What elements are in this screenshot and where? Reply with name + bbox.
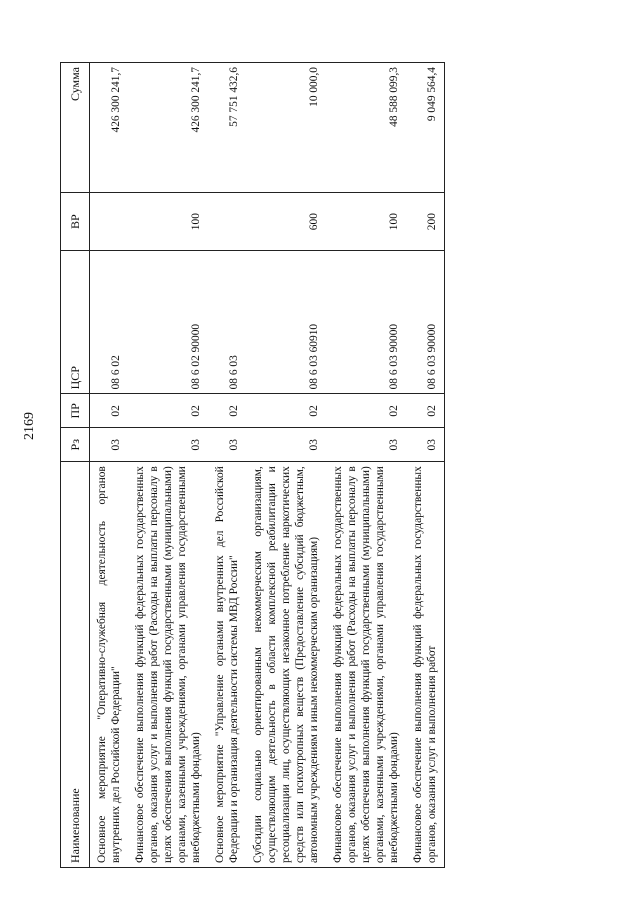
- row-pr: 02: [90, 394, 129, 428]
- row-rz: 03: [128, 428, 208, 462]
- row-vr: [208, 193, 246, 251]
- budget-table: [60, 62, 445, 868]
- table-row: [326, 63, 406, 868]
- row-vr: [90, 193, 129, 251]
- row-sum: 48 588 099,3: [326, 63, 406, 193]
- row-rz: 03: [246, 428, 326, 462]
- row-csr: 08 6 03 90000: [406, 251, 445, 394]
- budget-table-sheet: [60, 62, 580, 868]
- row-pr: 02: [326, 394, 406, 428]
- row-sum: 9 049 564,4: [406, 63, 445, 193]
- row-rz: 03: [406, 428, 445, 462]
- header-sum: Сумма: [61, 63, 90, 193]
- row-vr: 600: [246, 193, 326, 251]
- row-pr: 02: [128, 394, 208, 428]
- row-csr: 08 6 03: [208, 251, 246, 394]
- row-rz: 03: [208, 428, 246, 462]
- row-name: Основное мероприятие "Оперативно-служебная деятельность органов внутренних дел Российской Федерации": [90, 462, 129, 868]
- row-name: Финансовое обеспечение выполнения функций федеральных государственных органов, оказания услуг и выполнения работ: [406, 462, 445, 868]
- row-csr: 08 6 03 60910: [246, 251, 326, 394]
- table-header-row: [61, 63, 90, 868]
- row-name: Субсидии социально ориентированным некоммерческим организациям, осуществляющим деятельность в области комплексной реабилитации и ресоциализации лиц, осуществляющих незаконное потребление наркотических средств или психотропных веществ (Предоставление субсидий бюджетным, автономным учреждениям и иным некоммерческим организациям): [246, 462, 326, 868]
- row-name: Финансовое обеспечение выполнения функций федеральных государственных органов, оказания услуг и выполнения работ (Расходы на выплаты персоналу в целях обеспечения выполнения функций государственными (муниципальными) органами, казенными учреждениями, органами управления государственными внебюджетными фондами): [326, 462, 406, 868]
- table-row: [208, 63, 246, 868]
- row-pr: 02: [246, 394, 326, 428]
- table-row: [90, 63, 129, 868]
- row-name: Основное мероприятие "Управление органами внутренних дел Российской Федерации и организация деятельности системы МВД России": [208, 462, 246, 868]
- row-sum: 426 300 241,7: [90, 63, 129, 193]
- header-vr: ВР: [61, 193, 90, 251]
- header-pr: ПР: [61, 394, 90, 428]
- row-vr: 200: [406, 193, 445, 251]
- header-name: Наименование: [61, 462, 90, 868]
- header-csr: ЦСР: [61, 251, 90, 394]
- row-csr: 08 6 03 90000: [326, 251, 406, 394]
- row-sum: 57 751 432,6: [208, 63, 246, 193]
- row-csr: 08 6 02: [90, 251, 129, 394]
- header-rz: Рз: [61, 428, 90, 462]
- page-number: 2169: [22, 412, 37, 440]
- row-csr: 08 6 02 90000: [128, 251, 208, 394]
- row-vr: 100: [128, 193, 208, 251]
- row-vr: 100: [326, 193, 406, 251]
- row-sum: 10 000,0: [246, 63, 326, 193]
- row-sum: 426 300 241,7: [128, 63, 208, 193]
- row-rz: 03: [326, 428, 406, 462]
- row-rz: 03: [90, 428, 129, 462]
- row-pr: 02: [406, 394, 445, 428]
- table-row: [246, 63, 326, 868]
- table-row: [406, 63, 445, 868]
- table-row: [128, 63, 208, 868]
- row-name: Финансовое обеспечение выполнения функций федеральных государственных органов, оказания услуг и выполнения работ (Расходы на выплаты персоналу в целях обеспечения выполнения функций государственными (муниципальными) органами, казенными учреждениями, органами управления государственными внебюджетными фондами): [128, 462, 208, 868]
- row-pr: 02: [208, 394, 246, 428]
